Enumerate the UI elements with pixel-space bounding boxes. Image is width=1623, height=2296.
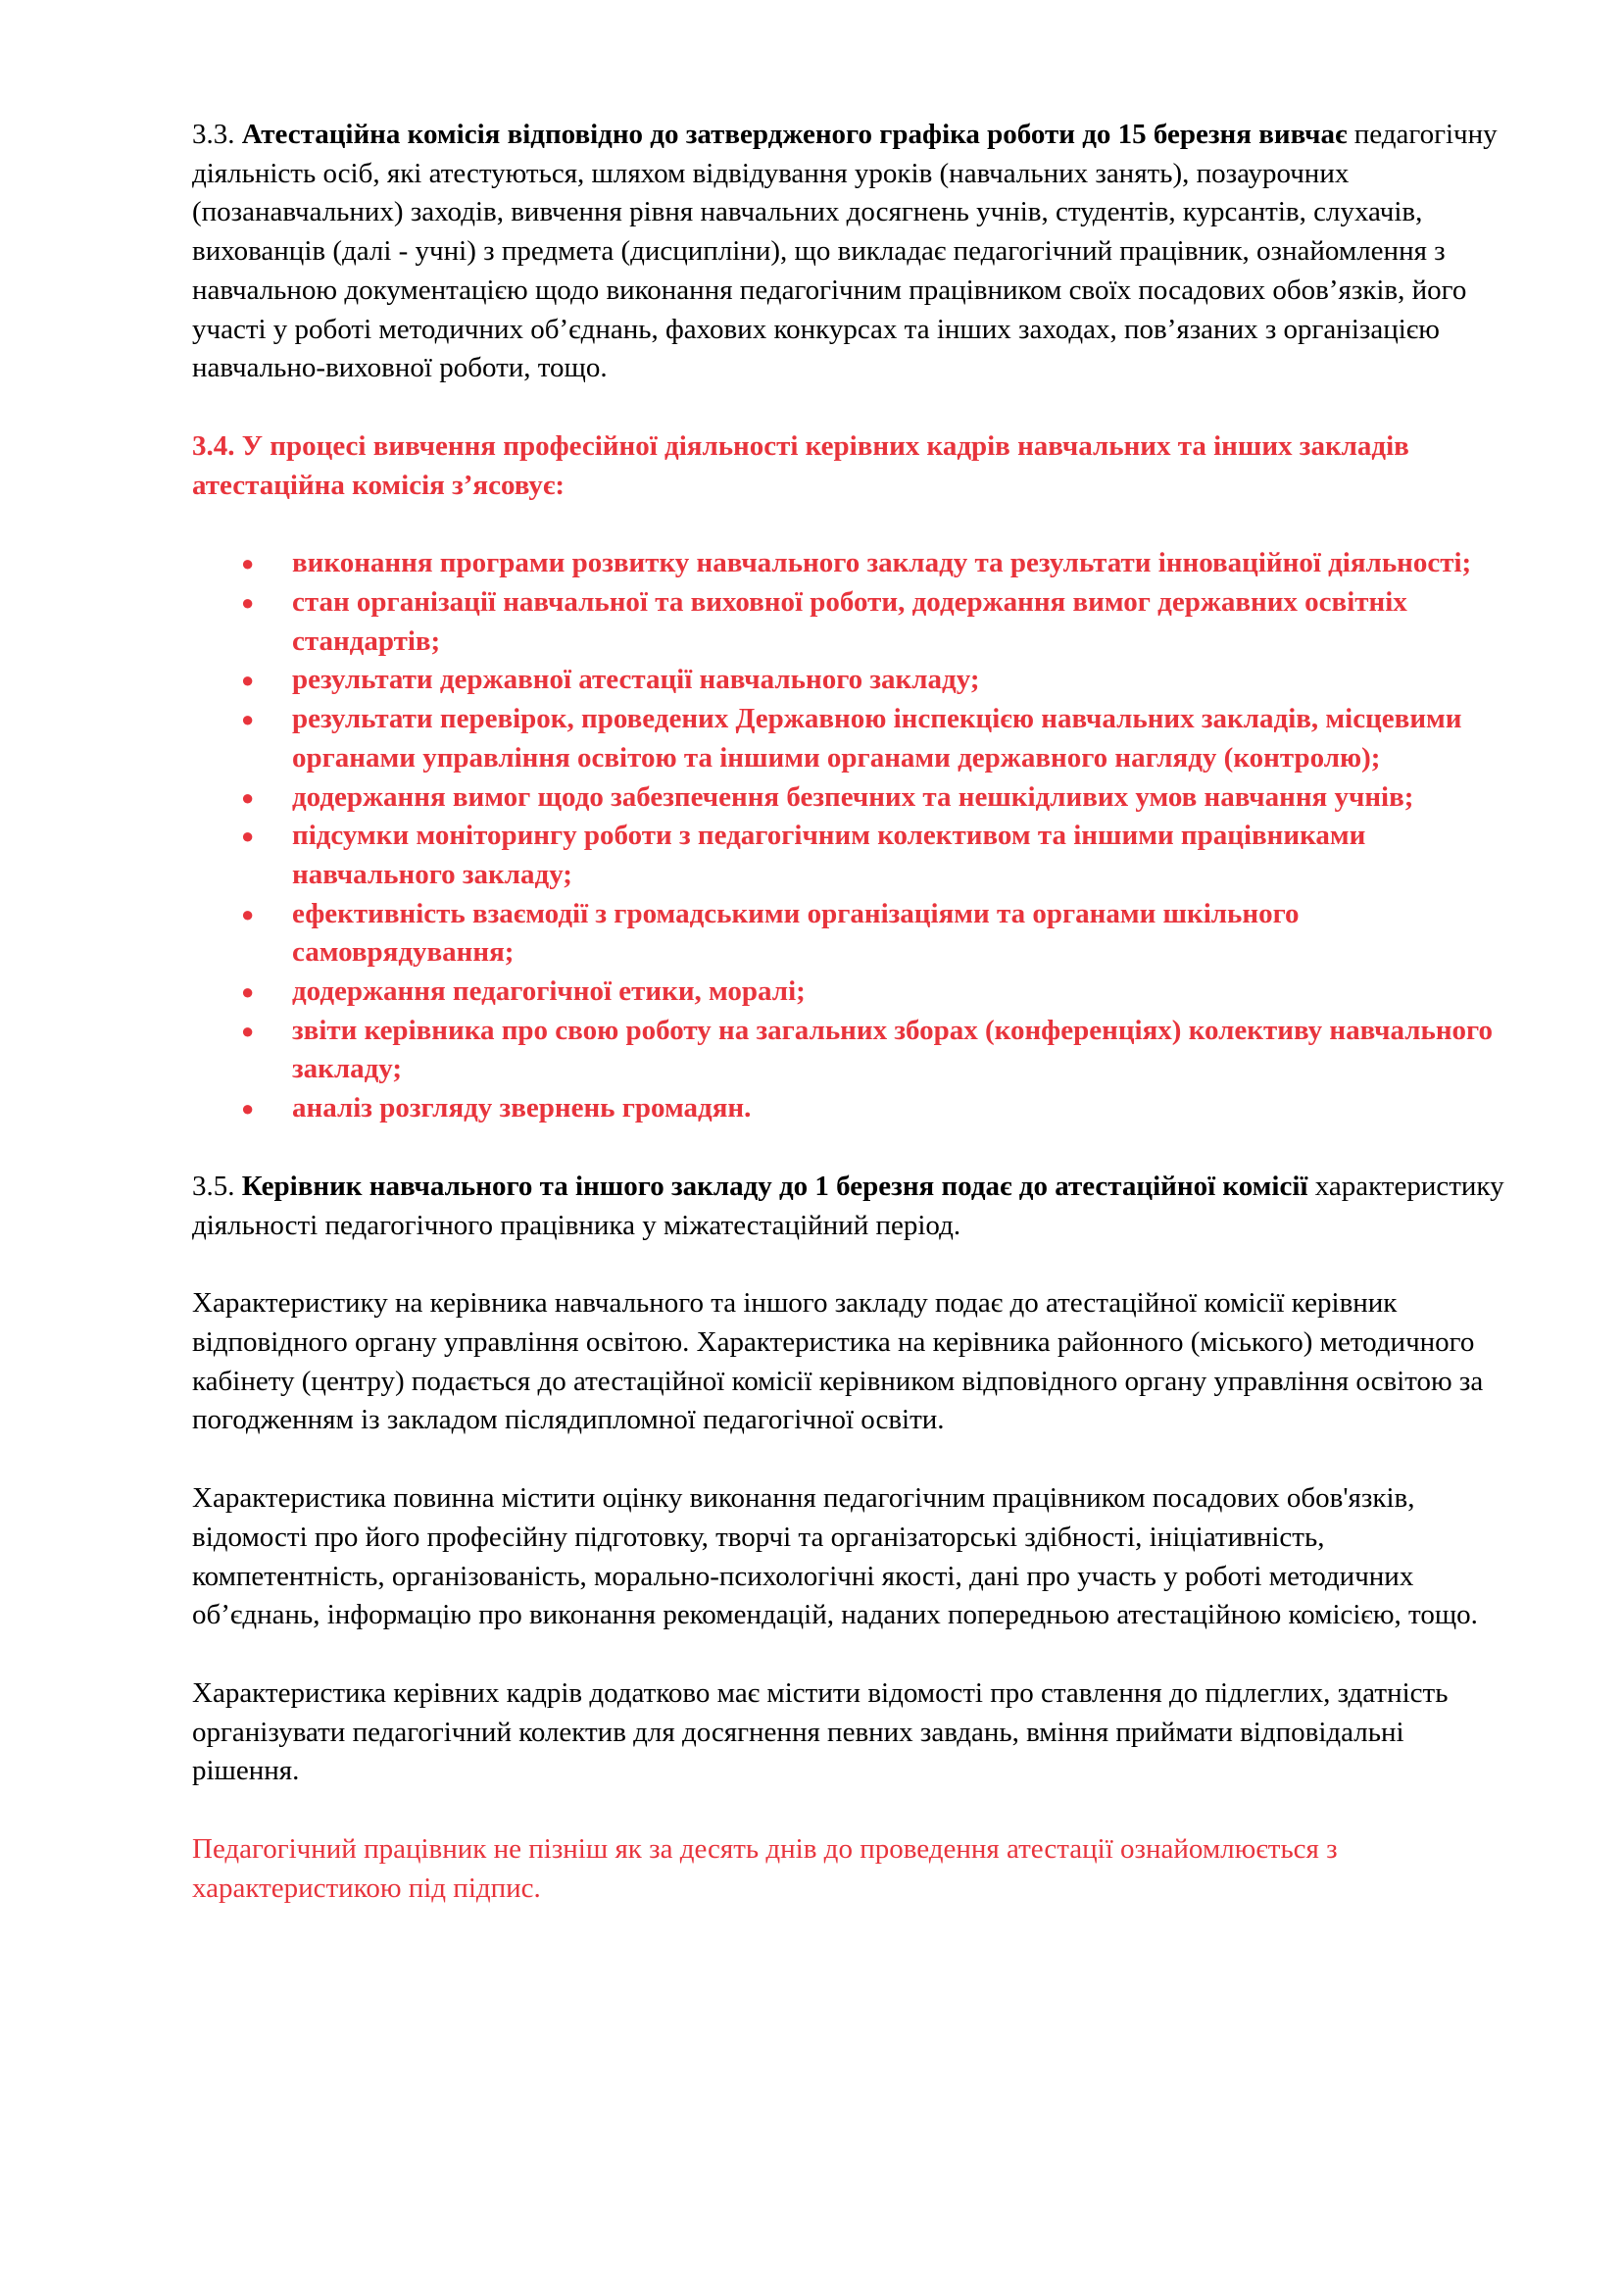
paragraph-3-5-text: характеристику діяльності педагогічного працівника у міжатестаційний період. [192,1170,1504,1241]
list-item-text: результати перевірок, проведених Державною інспекцією навчальних закладів, місцевими органами управління освітою та іншими органами державного нагляду (контролю); [292,703,1462,774]
paragraph-3-5-bold: Керівник навчального та іншого закладу до 1 березня подає до атестаційної комісії [241,1170,1308,1202]
paragraph-3-3-bold: Атестаційна комісія відповідно до затвердженого графіка роботи до 15 березня вивчає [241,119,1348,150]
bullet-icon: ● [241,668,255,693]
list-item [241,817,1505,894]
bullet-icon: ● [241,1096,255,1122]
list-item-text: аналіз розгляду звернень громадян. [292,1092,752,1124]
list-item [241,895,1505,973]
list-item-text: додержання вимог щодо забезпечення безпечних та нешкідливих умов навчання учнів; [292,780,1414,813]
list-item-text: додержання педагогічної етики, моралі; [292,975,806,1008]
paragraph-3-5-number: 3.5. [192,1170,242,1202]
list-item [241,973,1505,1012]
bullet-list [192,544,1505,1128]
list-item [241,1012,1505,1089]
bullet-icon: ● [241,707,255,732]
paragraph-3-3-number: 3.3. [192,119,242,150]
list-item-text: звіти керівника про свою роботу на загальних зборах (конференціях) колективу навчального закладу; [292,1014,1493,1085]
bullet-icon: ● [241,590,255,616]
paragraph-3-3-text: педагогічну діяльність осіб, які атестуються, шляхом відвідування уроків (навчальних занять), позаурочних (позанавчальних) заходів, вивчення рівня навчальних досягнень учнів, студентів, курсантів, слухачів, вихованців (далі - учні) з предмета (дисципліни), що викладає педагогічний працівник, ознайомлення з навчальною документацією щодо виконання педагогічним працівником своїх посадових обов’язків, його участі у роботі методичних об’єднань, фахових конкурсах та інших заходах, пов’язаних з організацією навчально-виховної роботи, тощо. [192,119,1498,384]
paragraph-signature-notice: Педагогічний працівник не пізніш як за десять днів до проведення атестації ознайомлюється з характеристикою під підпис. [192,1833,1338,1904]
paragraph-characteristic-content: Характеристика повинна містити оцінку виконання педагогічним працівником посадових обов'язків, відомості про його професійну підготовку, творчі та організаторські здібності, ініціативність, компетентність, організованість, морально-психологічні якості, дані про участь у роботі методичних об’єднань, інформацію про виконання рекомендацій, наданих попередньою атестаційною комісією, тощо. [192,1482,1478,1631]
paragraph-3-4-heading-text: 3.4. У процесі вивчення професійної діяльності керівних кадрів навчальних та інших закладів атестаційна комісія з’ясовує: [192,429,1409,501]
paragraph-3-3 [192,116,1505,388]
paragraph-leadership-characteristic: Характеристика керівних кадрів додатково має містити відомості про ставлення до підлеглих, здатність організувати педагогічний колектив для досягнення певних завдань, вміння приймати відповідальні рішення. [192,1676,1449,1787]
paragraph-manager-characteristic: Характеристику на керівника навчального та іншого закладу подає до атестаційної комісії керівник відповідного органу управління освітою. Характеристика на керівника районного (міського) методичного кабінету (центру) подається до атестаційної комісії керівником відповідного органу управління освітою за погодженням із закладом післядипломної педагогічної освіти. [192,1287,1484,1436]
paragraph-3-5 [192,1168,1505,1245]
bullet-icon: ● [241,784,255,810]
list-item-text: результати державної атестації навчального закладу; [292,664,980,696]
list-item [241,778,1505,818]
bullet-icon: ● [241,1018,255,1043]
list-item-text: виконання програми розвитку навчального закладу та результати інноваційної діяльності; [292,547,1472,579]
bullet-icon: ● [241,551,255,576]
bullet-icon: ● [241,979,255,1005]
bullet-icon: ● [241,901,255,926]
list-item-text: підсумки моніторингу роботи з педагогічним колективом та іншими працівниками навчального закладу; [292,820,1366,890]
list-item [241,661,1505,700]
list-item [241,1089,1505,1128]
list-item [241,544,1505,583]
list-item [241,583,1505,661]
list-item [241,700,1505,777]
paragraph-3-4-heading [192,427,1505,505]
list-item-text: стан організації навчальної та виховної роботи, додержання вимог державних освітніх стандартів; [292,586,1407,657]
list-item-text: ефективність взаємодії з громадськими організаціями та органами шкільного самоврядування; [292,897,1300,969]
bullet-icon: ● [241,824,255,849]
